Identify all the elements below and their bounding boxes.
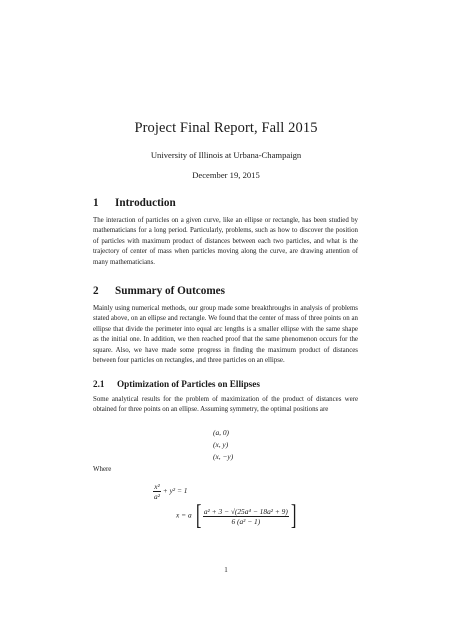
- page-number: 1: [224, 566, 228, 574]
- fraction: [203, 507, 289, 526]
- fraction-numerator: a² + 3 − √(25a⁴ − 18a² + 9): [203, 506, 288, 516]
- section-title: Summary of Outcomes: [115, 285, 225, 297]
- section-number: 1: [93, 197, 99, 209]
- section-heading-introduction: [93, 197, 176, 209]
- ellipse-equation: [153, 482, 188, 501]
- section-number: 2: [93, 285, 99, 297]
- left-bracket: [: [195, 500, 201, 531]
- subsection-paragraph: Some analytical results for the problem of maximization of the product of distances were obtained for three points on an ellipse. Assuming symmetry, the optimal positions are: [93, 396, 358, 414]
- document-date: December 19, 2015: [192, 170, 260, 180]
- where-label: Where: [93, 466, 112, 473]
- subsection-number: 2.1: [93, 379, 105, 389]
- introduction-paragraph: The interaction of particles on a given curve, like an ellipse or rectangle, has been studied by mathematicians for a long period. Particularly, problems, such as how to discover the position of particles with maximum product of distances between each two particles, and what is the trajectory of center of mass when particles moving along the curve, are drawing attention of many mathematicians.: [93, 217, 358, 266]
- position-1: (a, 0): [213, 428, 230, 437]
- fraction: [153, 482, 161, 501]
- position-2: (x, y): [213, 440, 229, 449]
- equation-lhs: x = a: [176, 510, 192, 520]
- section-title: Introduction: [115, 197, 176, 209]
- document-title: Project Final Report, Fall 2015: [134, 120, 318, 136]
- position-3: (x, −y): [213, 452, 234, 461]
- fraction-denominator: 6 (a² − 1): [231, 516, 261, 526]
- summary-paragraph: Mainly using numerical methods, our group made some breakthroughs in analysis of problems stated above, on an ellipse and rectangle. We found that the center of mass of three points on an ellipse that divide the perimeter into equal arc lengths is a smaller ellipse with the same shape as the initial one. In addition, we then reached proof that the same phenomenon occurs for the square. Also, we have made some progress in finding the maximum product of distances between four particles on rectangles, and three particles on an ellipse.: [93, 305, 358, 365]
- affiliation: University of Illinois at Urbana-Champaign: [150, 150, 302, 160]
- x-solution-equation: [176, 502, 298, 530]
- subsection-title: Optimization of Particles on Ellipses: [117, 379, 260, 389]
- fraction-numerator: x²: [154, 482, 160, 491]
- equation-rest: + y² = 1: [162, 486, 188, 496]
- fraction-denominator: a²: [154, 492, 160, 501]
- subsection-heading: [93, 379, 260, 389]
- section-heading-summary: [93, 285, 225, 297]
- right-bracket: ]: [290, 500, 297, 531]
